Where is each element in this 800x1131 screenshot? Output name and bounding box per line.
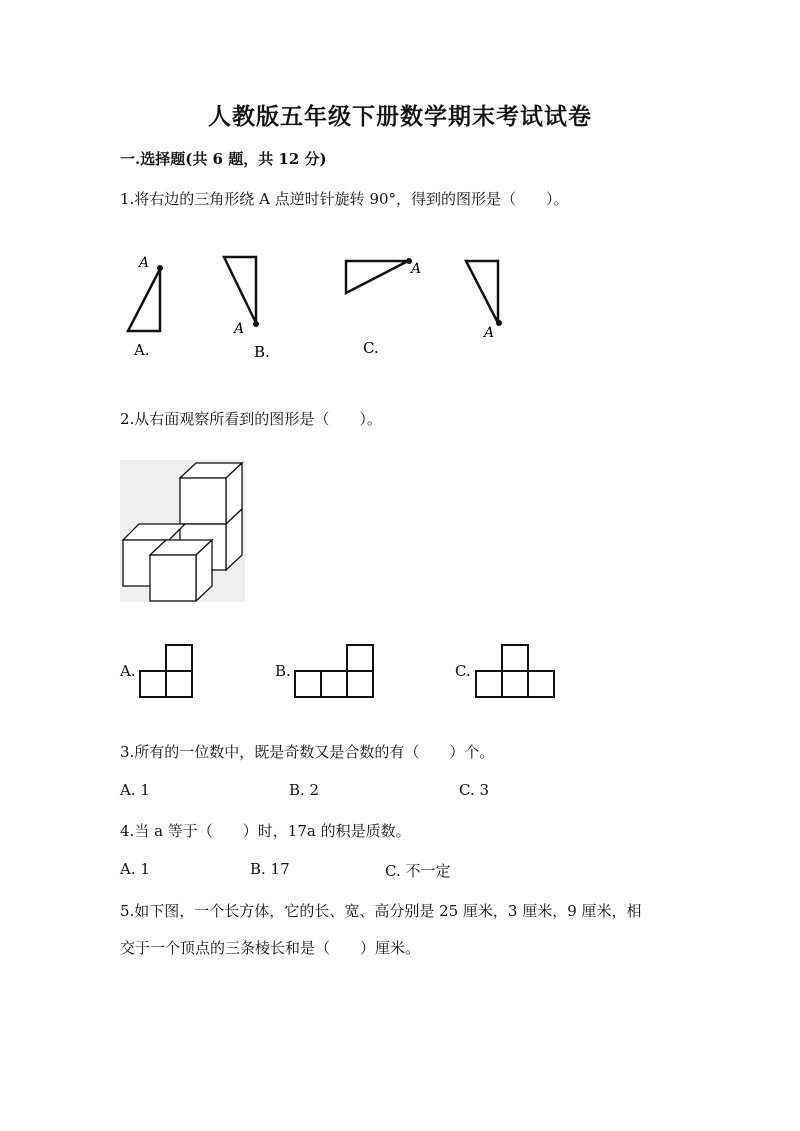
option-a-label: A. — [134, 341, 150, 359]
question-3-text: 3.所有的一位数中，既是奇数又是合数的有（ ）个。 — [120, 743, 495, 761]
page-title: 人教版五年级下册数学期末考试试卷 — [208, 103, 592, 130]
reference-triangle — [466, 261, 502, 341]
option-b-triangle — [224, 257, 270, 361]
front-cube — [150, 540, 212, 601]
option-c-label: C. — [363, 339, 379, 357]
vertex-a-label: A — [139, 255, 150, 271]
q3-option-a: A. 1 — [120, 781, 150, 799]
question-5-line-1: 5.如下图，一个长方体，它的长、宽、高分别是 25 厘米，3 厘米，9 厘米，相 — [120, 902, 642, 920]
option-c-label: C. — [455, 662, 471, 680]
view-grid — [476, 645, 554, 697]
section-heading: 一.选择题(共 6 题，共 12 分) — [120, 150, 327, 168]
option-c-view — [474, 643, 556, 699]
upper-cube — [180, 463, 242, 524]
question-4-text: 4.当 a 等于（ ）时，17a 的积是质数。 — [120, 822, 411, 840]
vertex-a-dot — [253, 321, 259, 327]
option-b-view — [293, 643, 377, 699]
triangle-shape — [346, 261, 408, 293]
option-b-label: B. — [254, 343, 270, 361]
question-5-line-2: 交于一个顶点的三条棱长和是（ ）厘米。 — [120, 939, 421, 957]
triangle-shape — [224, 257, 256, 323]
option-a-triangle — [128, 255, 163, 359]
vertex-a-label: A — [484, 325, 495, 341]
q4-option-c: C. 不一定 — [385, 862, 451, 880]
question-1-figures — [110, 245, 540, 370]
option-b-label: B. — [275, 662, 291, 680]
question-1-text: 1.将右边的三角形绕 A 点逆时针旋转 90°，得到的图形是（ ）。 — [120, 190, 569, 208]
vertex-a-dot — [496, 320, 502, 326]
triangle-shape — [466, 261, 498, 323]
q4-option-a: A. 1 — [120, 860, 150, 878]
view-grid — [140, 645, 192, 697]
option-a-view — [138, 643, 196, 699]
option-c-triangle — [346, 258, 421, 357]
vertex-a-label: A — [411, 261, 422, 277]
cube-stack-figure — [120, 460, 245, 602]
vertex-a-label: A — [234, 321, 245, 337]
vertex-a-dot — [157, 265, 163, 271]
q4-option-b: B. 17 — [250, 860, 290, 878]
question-2-text: 2.从右面观察所看到的图形是（ ）。 — [120, 410, 382, 428]
q3-option-b: B. 2 — [289, 781, 320, 799]
option-a-label: A. — [120, 662, 136, 680]
view-grid — [295, 645, 373, 697]
q3-option-c: C. 3 — [459, 781, 490, 799]
triangle-shape — [128, 269, 160, 331]
